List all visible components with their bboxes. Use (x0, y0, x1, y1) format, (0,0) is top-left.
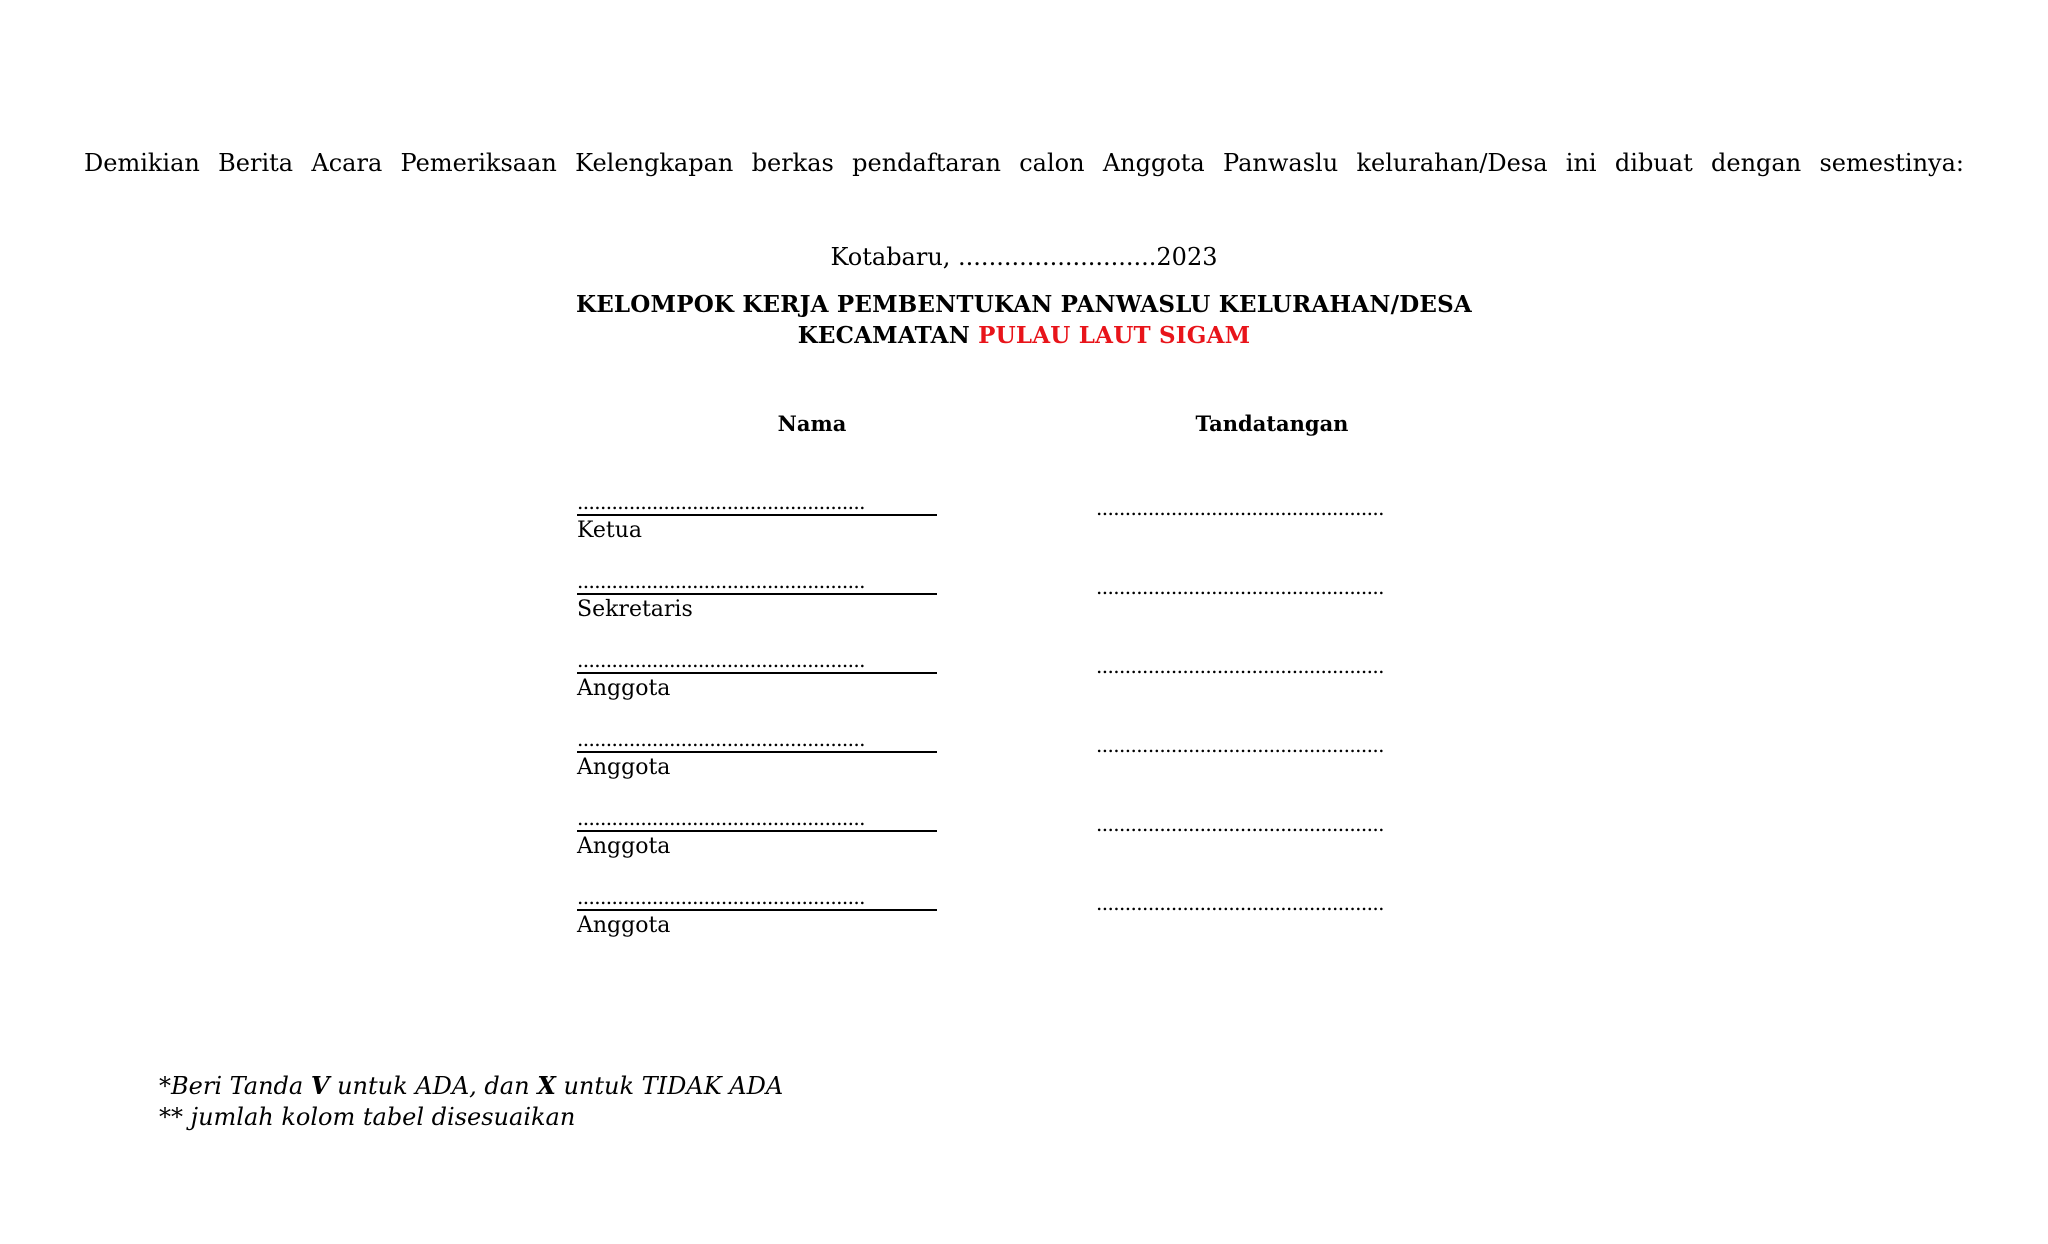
footnote-text: *Beri Tanda (159, 1072, 311, 1100)
name-blank-field: .................................................. (577, 650, 937, 674)
signature-row (0, 650, 2048, 710)
footnote-v-mark: V (310, 1071, 330, 1100)
footnote-x-mark: X (537, 1071, 556, 1100)
role-label: Anggota (577, 913, 671, 938)
role-label: Anggota (577, 676, 671, 701)
signature-blank-field: .................................................. (1096, 656, 1384, 676)
name-blank-field: .................................................. (577, 729, 937, 753)
signature-row (0, 571, 2048, 631)
name-blank-field: .................................................. (577, 887, 937, 911)
district-heading (0, 320, 2048, 351)
column-header-nama: Nama (777, 411, 847, 436)
footnote-text: untuk TIDAK ADA (555, 1072, 784, 1100)
place-date-line: Kotabaru, ..........................2023 (830, 243, 1218, 271)
committee-heading: KELOMPOK KERJA PEMBENTUKAN PANWASLU KELURAHAN/DESA (576, 291, 1472, 318)
role-label: Anggota (577, 755, 671, 780)
column-header-tandatangan: Tandatangan (1195, 411, 1349, 436)
role-label: Sekretaris (577, 597, 693, 622)
district-label: KECAMATAN (797, 322, 979, 349)
name-blank-field: .................................................. (577, 571, 937, 595)
signature-row (0, 887, 2048, 947)
role-label: Ketua (577, 518, 642, 543)
intro-paragraph: Demikian Berita Acara Pemeriksaan Kelengkapan berkas pendaftaran calon Anggota Panwaslu kelurahan/Desa ini dibuat dengan semestinya: (84, 149, 1964, 177)
footnotes (159, 1070, 783, 1133)
footnote-checkmark (159, 1070, 783, 1102)
signature-blank-field: .................................................. (1096, 893, 1384, 913)
name-blank-field: .................................................. (577, 808, 937, 832)
signature-row (0, 808, 2048, 868)
name-blank-field: .................................................. (577, 492, 937, 516)
footnote-table-columns: ** jumlah kolom tabel disesuaikan (159, 1103, 576, 1131)
signature-blank-field: .................................................. (1096, 577, 1384, 597)
signature-row (0, 729, 2048, 789)
signature-blank-field: .................................................. (1096, 498, 1384, 518)
footnote-text: untuk ADA, dan (329, 1072, 538, 1100)
signature-row (0, 492, 2048, 552)
role-label: Anggota (577, 834, 671, 859)
district-name: PULAU LAUT SIGAM (978, 322, 1251, 349)
signature-blank-field: .................................................. (1096, 735, 1384, 755)
signature-blank-field: .................................................. (1096, 814, 1384, 834)
